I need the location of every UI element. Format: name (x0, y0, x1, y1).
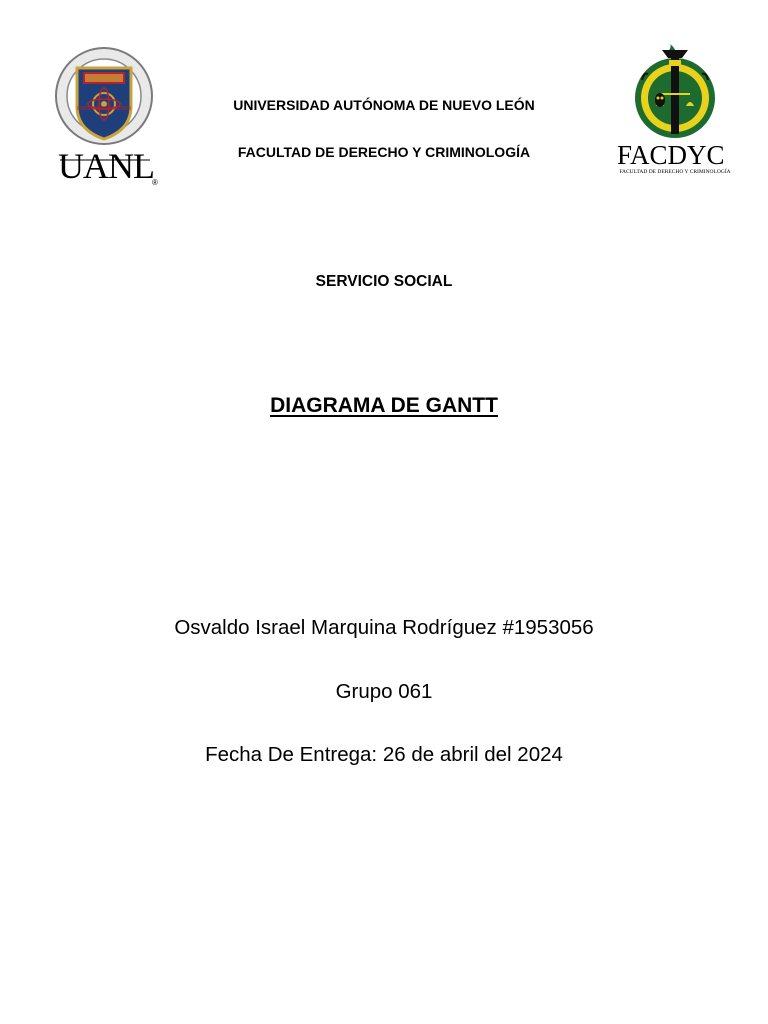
uanl-registered-mark: ® (152, 178, 158, 187)
facdyc-wordmark: FACDYC (617, 140, 725, 170)
author-name: Osvaldo Israel Marquina Rodríguez #1953056 (174, 616, 594, 639)
uanl-logo (52, 44, 164, 194)
university-name: UNIVERSIDAD AUTÓNOMA DE NUEVO LEÓN (233, 97, 535, 113)
uanl-wordmark: UANL (58, 146, 154, 186)
group-number: Grupo 061 (335, 680, 433, 703)
facdyc-subtitle: FACULTAD DE DERECHO Y CRIMINOLOGÍA (619, 169, 731, 175)
course-name: SERVICIO SOCIAL (315, 273, 453, 290)
document-title: DIAGRAMA DE GANTT (270, 394, 498, 417)
due-date: Fecha De Entrega: 26 de abril del 2024 (205, 743, 563, 766)
faculty-name: FACULTAD DE DERECHO Y CRIMINOLOGÍA (237, 144, 531, 160)
